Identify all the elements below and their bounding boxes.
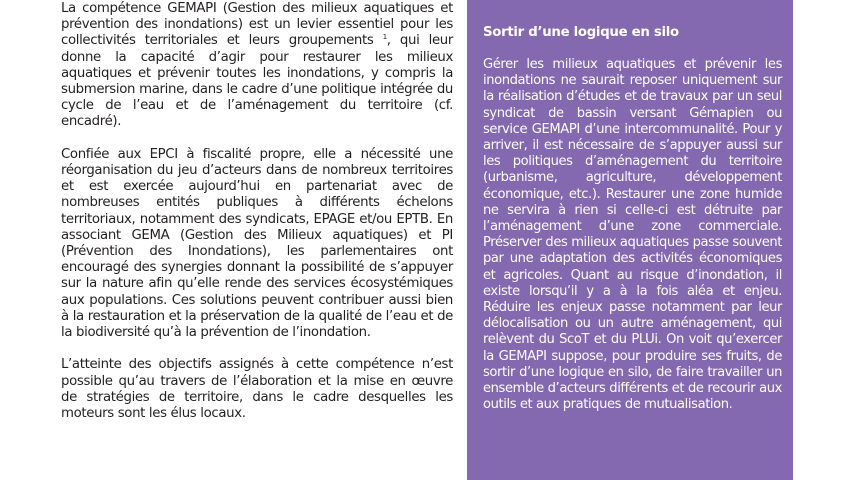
sidebar-body: Gérer les milieux aquatiques et prévenir les inondations ne saurait reposer uniquement sur la réalisation d’études et de travaux par un seul syndicat de bassin versant Gémapien ou service GEMAPI d’une intercommunalité. Pour y arriver, il est nécessaire de s’appuyer aussi sur les politiques d’aménagement du territoire (urbanisme, agriculture, développement économique, etc.). Restaurer une zone humide ne servira à rien si celle-ci est détruite par l’aménagement d’une zone commerciale. Préserver des milieux aquatiques passe souvent par une adaptation des activités économiques et agricoles. Quant au risque d’inondation, il existe lorsqu’il y a à la fois aléa et enjeu. Réduire les enjeux passe notamment par leur délocalisation ou un autre aménagement, qui relèvent du ScoT et du PLUi. On voit qu’exercer la GEMAPI suppose, pour produire ses fruits, de sortir d’une logique en silo, de faire travailler un ensemble d’acteurs différents et de recourir aux outils et aux pratiques de mutualisation. (483, 57, 782, 413)
sidebar-callout-box (467, 0, 793, 480)
paragraph-text: La compétence GEMAPI (Gestion des milieux aquatiques et prévention des inondations) est un levier essentiel pour les collectivités territoriales et leurs groupements (61, 1, 453, 49)
main-text-column (61, 1, 453, 438)
paragraph-epci: Confiée aux EPCI à fiscalité propre, elle a nécessité une réorganisation du jeu d’acteurs dans de nombreux territoires et est exercée aujourd’hui en partenariat avec de nombreuses entités publiques à différents échelons territoriaux, notamment des syndicats, EPAGE et/ou EPTB. En associant GEMA (Gestion des Milieux aquatiques) et PI (Prévention des Inondations), les parlementaires ont encouragé des synergies donnant la possibilité de s’appuyer sur la nature afin qu’elle rende des services écosystémiques aux populations. Ces solutions peuvent contribuer aussi bien à la restauration et la préservation de la qualité de l’eau et de la biodiversité qu’à la prévention de l’inondation. (61, 146, 453, 341)
footnote-marker[interactable]: 1 (382, 33, 387, 42)
paragraph-gemapi-intro (61, 1, 453, 131)
paragraph-text: , qui leur donne la capacité d’agir pour restaurer les milieux aquatiques et prévenir toutes les inondations, y compris la submersion marine, dans le cadre d’une politique intégrée du cycle de l’eau et de l’aménagement du territoire (cf. encadré). (61, 33, 454, 130)
paragraph-objectives: L’atteinte des objectifs assignés à cette compétence n’est possible qu’au travers de l’élaboration et la mise en œuvre de stratégies de territoire, dans le cadre desquelles les moteurs sont les élus locaux. (61, 357, 453, 422)
sidebar-title: Sortir d’une logique en silo (483, 25, 679, 40)
